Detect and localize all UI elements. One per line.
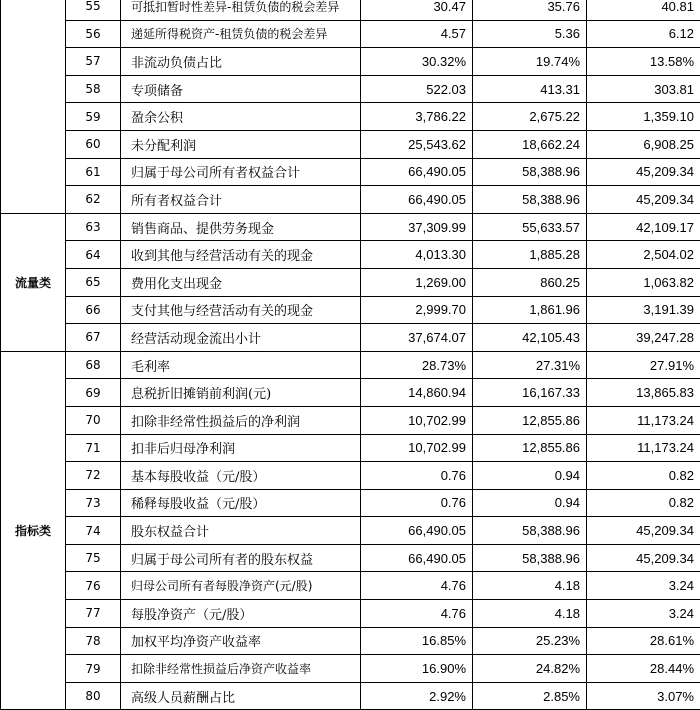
value-col-2: 35.76 [473,0,587,20]
table-row [1,324,700,352]
value-col-1: 30.32% [361,48,473,76]
item-name: 支付其他与经营活动有关的现金 [121,296,361,324]
value-col-2: 5.36 [473,20,587,48]
item-name: 归母公司所有者每股净资产(元/股) [121,572,361,600]
value-col-2: 1,885.28 [473,241,587,269]
item-name: 息税折旧摊销前利润(元) [121,379,361,407]
value-col-3: 45,209.34 [587,517,700,545]
value-col-3: 2,504.02 [587,241,700,269]
value-col-3: 13.58% [587,48,700,76]
row-number: 79 [66,655,121,683]
value-col-2: 413.31 [473,75,587,103]
value-col-2: 27.31% [473,351,587,379]
table-row [1,48,700,76]
value-col-2: 58,388.96 [473,517,587,545]
row-number: 72 [66,462,121,490]
value-col-1: 14,860.94 [361,379,473,407]
item-name: 扣除非经常性损益后的净利润 [121,406,361,434]
value-col-3: 40.81 [587,0,700,20]
item-name: 归属于母公司所有者权益合计 [121,158,361,186]
value-col-1: 4,013.30 [361,241,473,269]
value-col-3: 3.24 [587,600,700,628]
item-name: 所有者权益合计 [121,186,361,214]
item-name: 非流动负债占比 [121,48,361,76]
value-col-3: 28.44% [587,655,700,683]
value-col-3: 11,173.24 [587,434,700,462]
table-row [1,627,700,655]
row-number: 56 [66,20,121,48]
item-name: 高级人员薪酬占比 [121,682,361,710]
table-row [1,489,700,517]
value-col-1: 16.85% [361,627,473,655]
table-row [1,158,700,186]
value-col-1: 66,490.05 [361,158,473,186]
value-col-2: 1,861.96 [473,296,587,324]
item-name: 加权平均净资产收益率 [121,627,361,655]
row-number: 58 [66,75,121,103]
value-col-1: 4.76 [361,600,473,628]
value-col-2: 4.18 [473,572,587,600]
table-row [1,103,700,131]
item-name: 稀释每股收益（元/股） [121,489,361,517]
item-name: 归属于母公司所有者的股东权益 [121,544,361,572]
value-col-2: 12,855.86 [473,406,587,434]
value-col-2: 55,633.57 [473,213,587,241]
item-name: 收到其他与经营活动有关的现金 [121,241,361,269]
row-number: 77 [66,600,121,628]
row-number: 66 [66,296,121,324]
row-number: 59 [66,103,121,131]
value-col-1: 0.76 [361,489,473,517]
value-col-2: 19.74% [473,48,587,76]
item-name: 费用化支出现金 [121,268,361,296]
value-col-1: 37,674.07 [361,324,473,352]
item-name: 基本每股收益（元/股） [121,462,361,490]
value-col-3: 6.12 [587,20,700,48]
row-number: 75 [66,544,121,572]
table-body [1,0,700,710]
value-col-3: 3.07% [587,682,700,710]
value-col-1: 3,786.22 [361,103,473,131]
row-number: 70 [66,406,121,434]
table-row [1,0,700,20]
value-col-1: 28.73% [361,351,473,379]
row-number: 55 [66,0,121,20]
category-cell: 流量类 [1,213,66,351]
table-row [1,682,700,710]
value-col-1: 66,490.05 [361,517,473,545]
value-col-3: 6,908.25 [587,130,700,158]
row-number: 65 [66,268,121,296]
value-col-2: 25.23% [473,627,587,655]
table-row [1,213,700,241]
value-col-1: 4.57 [361,20,473,48]
value-col-3: 3,191.39 [587,296,700,324]
value-col-3: 28.61% [587,627,700,655]
row-number: 61 [66,158,121,186]
value-col-2: 0.94 [473,489,587,517]
value-col-1: 37,309.99 [361,213,473,241]
value-col-2: 16,167.33 [473,379,587,407]
value-col-3: 1,063.82 [587,268,700,296]
table-row [1,434,700,462]
value-col-3: 39,247.28 [587,324,700,352]
row-number: 62 [66,186,121,214]
table-row [1,544,700,572]
value-col-2: 58,388.96 [473,158,587,186]
item-name: 每股净资产（元/股） [121,600,361,628]
value-col-2: 42,105.43 [473,324,587,352]
value-col-3: 1,359.10 [587,103,700,131]
value-col-2: 0.94 [473,462,587,490]
item-name: 盈余公积 [121,103,361,131]
value-col-3: 3.24 [587,572,700,600]
row-number: 64 [66,241,121,269]
value-col-2: 58,388.96 [473,544,587,572]
row-number: 68 [66,351,121,379]
item-name: 销售商品、提供劳务现金 [121,213,361,241]
item-name: 可抵扣暂时性差异-租赁负债的税会差异 [121,0,361,20]
value-col-1: 2.92% [361,682,473,710]
table-row [1,351,700,379]
value-col-2: 58,388.96 [473,186,587,214]
row-number: 69 [66,379,121,407]
value-col-3: 13,865.83 [587,379,700,407]
value-col-3: 0.82 [587,462,700,490]
value-col-3: 303.81 [587,75,700,103]
value-col-1: 1,269.00 [361,268,473,296]
item-name: 经营活动现金流出小计 [121,324,361,352]
value-col-2: 2,675.22 [473,103,587,131]
value-col-3: 27.91% [587,351,700,379]
item-name: 未分配利润 [121,130,361,158]
value-col-1: 25,543.62 [361,130,473,158]
value-col-1: 0.76 [361,462,473,490]
value-col-1: 66,490.05 [361,186,473,214]
value-col-1: 2,999.70 [361,296,473,324]
item-name: 扣除非经常性损益后净资产收益率 [121,655,361,683]
table-row [1,75,700,103]
table-row [1,268,700,296]
category-cell: 指标类 [1,351,66,710]
table-row [1,517,700,545]
row-number: 57 [66,48,121,76]
row-number: 74 [66,517,121,545]
value-col-1: 4.76 [361,572,473,600]
item-name: 递延所得税资产-租赁负债的税会差异 [121,20,361,48]
value-col-1: 30.47 [361,0,473,20]
value-col-2: 2.85% [473,682,587,710]
row-number: 67 [66,324,121,352]
value-col-3: 45,209.34 [587,186,700,214]
value-col-3: 11,173.24 [587,406,700,434]
value-col-1: 522.03 [361,75,473,103]
category-cell [1,0,66,213]
row-number: 73 [66,489,121,517]
value-col-1: 66,490.05 [361,544,473,572]
value-col-2: 4.18 [473,600,587,628]
table-row [1,406,700,434]
table-row [1,572,700,600]
row-number: 63 [66,213,121,241]
row-number: 60 [66,130,121,158]
item-name: 股东权益合计 [121,517,361,545]
item-name: 毛利率 [121,351,361,379]
row-number: 80 [66,682,121,710]
table-row [1,130,700,158]
value-col-3: 42,109.17 [587,213,700,241]
table-row [1,241,700,269]
value-col-3: 45,209.34 [587,544,700,572]
table-row [1,186,700,214]
table-row [1,296,700,324]
table-row [1,379,700,407]
value-col-2: 18,662.24 [473,130,587,158]
row-number: 78 [66,627,121,655]
table-row [1,655,700,683]
item-name: 专项储备 [121,75,361,103]
value-col-1: 16.90% [361,655,473,683]
item-name: 扣非后归母净利润 [121,434,361,462]
value-col-2: 12,855.86 [473,434,587,462]
value-col-2: 860.25 [473,268,587,296]
row-number: 76 [66,572,121,600]
value-col-1: 10,702.99 [361,406,473,434]
value-col-2: 24.82% [473,655,587,683]
table-row [1,462,700,490]
table-row [1,20,700,48]
table-row [1,600,700,628]
value-col-3: 45,209.34 [587,158,700,186]
value-col-3: 0.82 [587,489,700,517]
row-number: 71 [66,434,121,462]
value-col-1: 10,702.99 [361,434,473,462]
